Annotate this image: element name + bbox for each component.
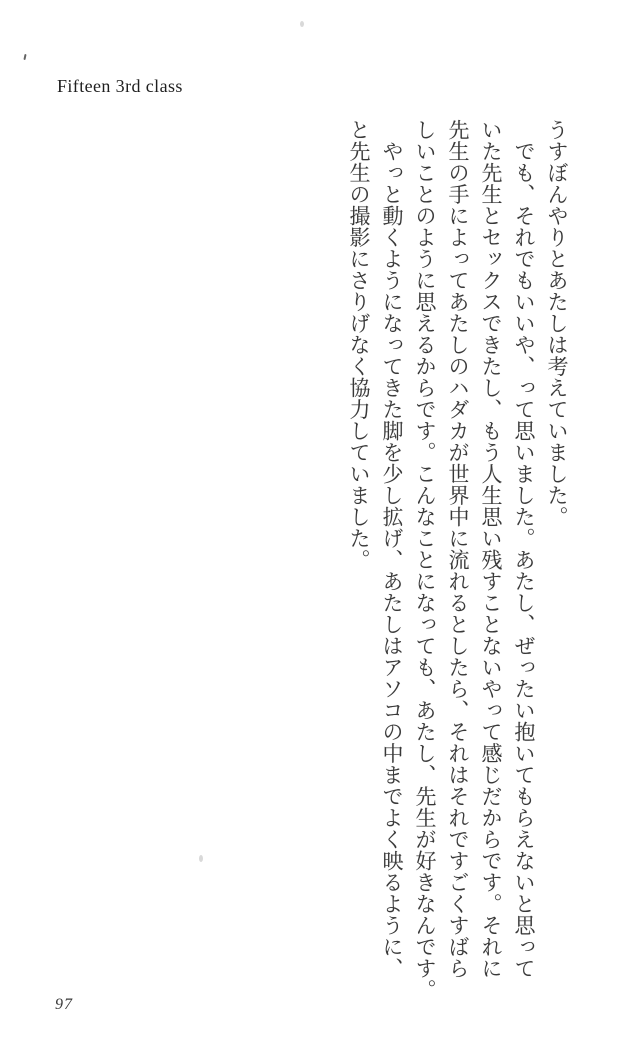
vertical-text-block [342,119,573,1001]
scan-speck-tick [23,54,26,60]
text-column-2: でも、それでもいいや、って思いました。あたし、ぜったい抱いてもらえないと思って [512,119,536,979]
text-column-6: やっと動くようになってきた脚を少し拡げ、あたしはアソコの中までよく映るように、 [380,119,404,979]
text-column-3: いた先生とセックスできたし、もう人生思い残すことないやって感じだからです。それに [479,119,503,979]
text-column-1: うすぼんやりとあたしは考えていました。 [545,119,569,528]
text-column-4: 先生の手によってあたしのハダカが世界中に流れるとしたら、それはそれですごくすばら [446,119,470,979]
scan-speck-top [300,21,304,27]
text-column-5: しいことのように思えるからです。こんなことになっても、あたし、先生が好きなんです。 [413,119,437,1001]
text-column-7: と先生の撮影にさりげなく協力していました。 [347,119,371,571]
scan-speck-middle [199,855,203,862]
page-number: 97 [55,996,73,1013]
running-header: Fifteen 3rd class [57,76,183,96]
